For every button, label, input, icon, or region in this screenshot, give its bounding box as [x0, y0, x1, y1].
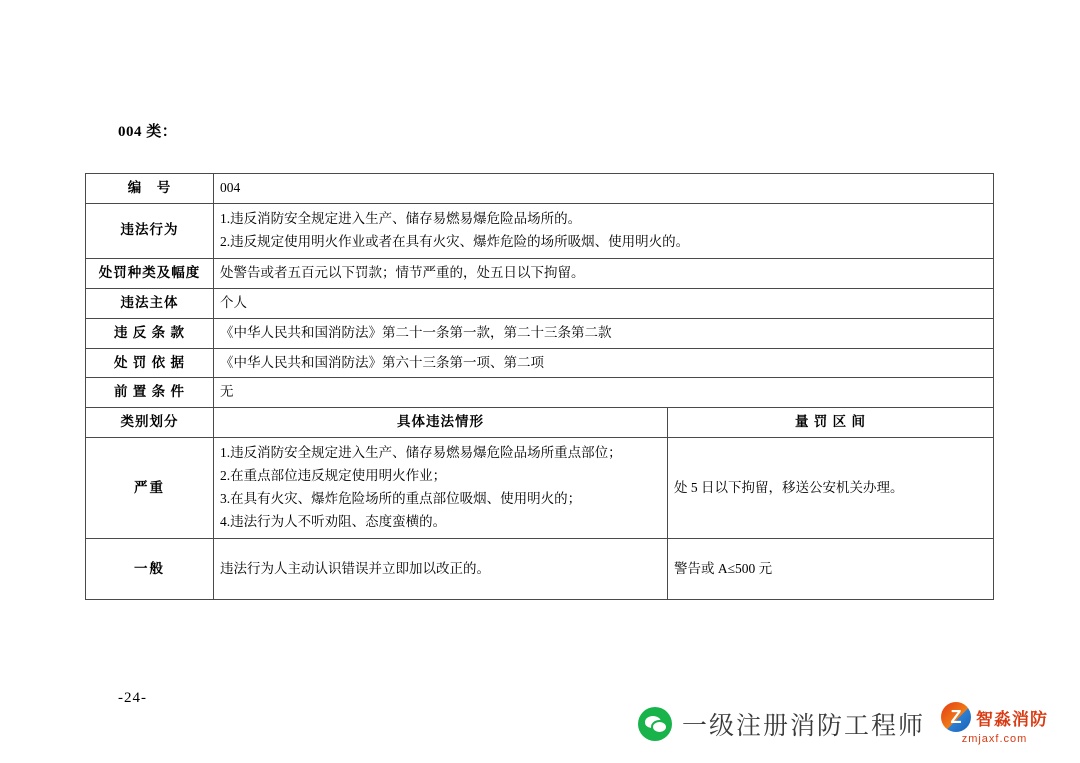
row-value-number: 004 [214, 174, 994, 204]
row-label-penalty-type: 处罚种类及幅度 [86, 258, 214, 288]
row-label-subject: 违法主体 [86, 288, 214, 318]
row-value-precondition: 无 [214, 378, 994, 408]
section-label: 004 类： [118, 124, 178, 140]
general-amount: 警告或 A≤500 元 [668, 538, 994, 599]
company-logo [941, 702, 1048, 745]
severe-situations [214, 438, 668, 539]
table-row [86, 318, 994, 348]
severe-situation-2: 2.在重点部位违反规定使用明火作业； [220, 468, 447, 484]
table-row [86, 348, 994, 378]
header-amount: 量 罚 区 间 [668, 408, 994, 438]
severe-category: 严重 [86, 438, 214, 539]
table-row [86, 174, 994, 204]
logo-top-row [941, 702, 1048, 732]
row-value-act [214, 203, 994, 258]
row-value-violated: 《中华人民共和国消防法》第二十一条第一款，第二十三条第二款 [214, 318, 994, 348]
row-label-act: 违法行为 [86, 203, 214, 258]
general-situations [214, 538, 668, 599]
row-label-basis: 处 罚 依 据 [86, 348, 214, 378]
wechat-account-name: 一级注册消防工程师 [681, 711, 925, 740]
footer-brand [638, 702, 1048, 745]
severe-situation-1: 1.违反消防安全规定进入生产、储存易燃易爆危险品场所重点部位； [220, 445, 622, 461]
row-label-precondition: 前 置 条 件 [86, 378, 214, 408]
general-category: 一般 [86, 538, 214, 599]
table-row-severe [86, 438, 994, 539]
severe-situation-3: 3.在具有火灾、爆炸危险场所的重点部位吸烟、使用明火的； [220, 491, 582, 507]
act-line-2: 2.违反规定使用明火作业或者在具有火灾、爆炸危险的场所吸烟、使用明火的。 [220, 233, 690, 249]
page-number: -24- [118, 690, 147, 706]
violation-detail-table [85, 173, 994, 600]
general-situation-1: 违法行为人主动认识错误并立即加以改正的。 [220, 560, 490, 576]
header-category: 类别划分 [86, 408, 214, 438]
row-value-subject: 个人 [214, 288, 994, 318]
wechat-icon [638, 707, 672, 741]
severe-amount: 处 5 日以下拘留，移送公安机关办理。 [668, 438, 994, 539]
flame-logo-icon [941, 702, 971, 732]
table-row [86, 258, 994, 288]
row-label-violated: 违 反 条 款 [86, 318, 214, 348]
company-url: zmjaxf.com [961, 733, 1028, 745]
table-header-row [86, 408, 994, 438]
act-line-1: 1.违反消防安全规定进入生产、储存易燃易爆危险品场所的。 [220, 210, 582, 226]
row-value-basis: 《中华人民共和国消防法》第六十三条第一项、第二项 [214, 348, 994, 378]
header-situation: 具体违法情形 [214, 408, 668, 438]
table-row-general [86, 538, 994, 599]
severe-situation-4: 4.违法行为人不听劝阻、态度蛮横的。 [220, 514, 447, 530]
table-row [86, 288, 994, 318]
company-name: 智淼消防 [976, 709, 1048, 729]
row-label-number: 编 号 [86, 174, 214, 204]
row-value-penalty-type: 处警告或者五百元以下罚款；情节严重的，处五日以下拘留。 [214, 258, 994, 288]
table-row [86, 378, 994, 408]
table-row [86, 203, 994, 258]
